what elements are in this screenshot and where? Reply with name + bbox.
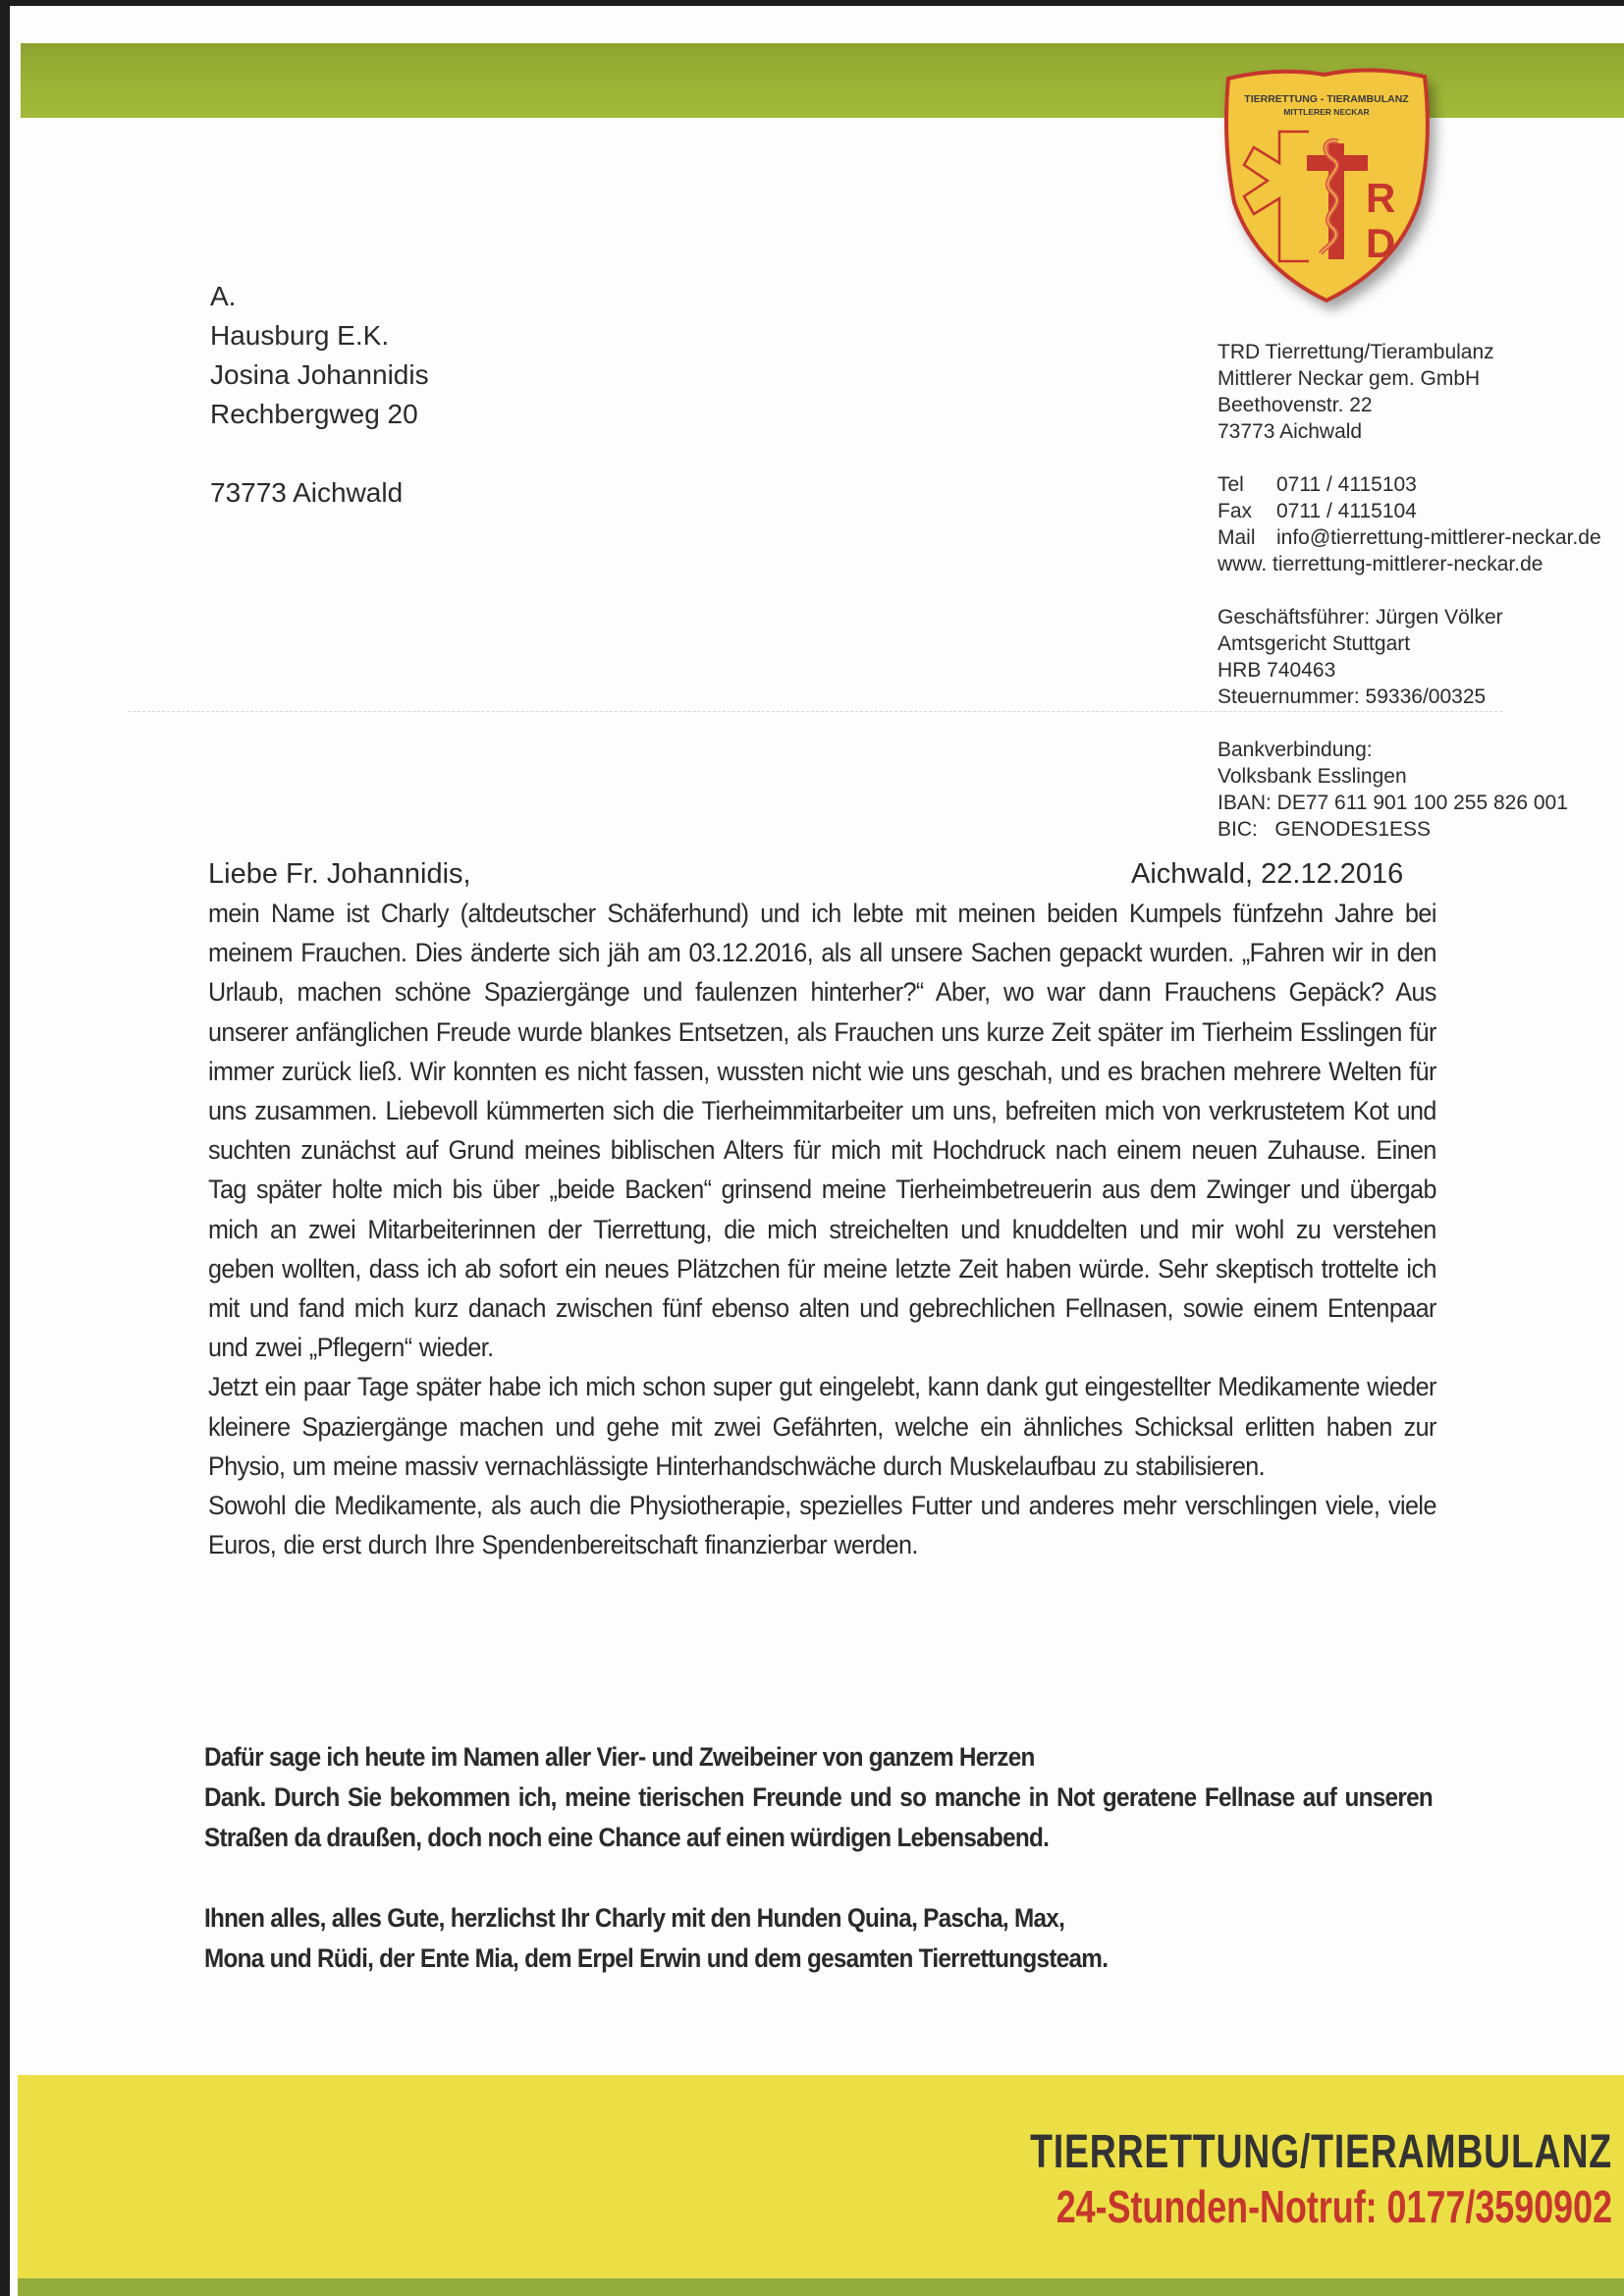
contact-tel: [1218, 471, 1601, 498]
greeting: Liebe Fr. Johannidis,: [208, 858, 471, 890]
body-paragraph: Sowohl die Medikamente, als auch die Physiotherapie, spezielles Futter und anderes mehr verschlingen viele, viele Euros, die erst durch Ihre Spendenbereitschaft finanzierbar werden.: [208, 1491, 1436, 1560]
recipient-street: Rechbergweg 20: [210, 399, 418, 429]
footer-title: TIERRETTUNG/TIERAMBULANZ: [1030, 2126, 1612, 2178]
body-paragraph: mein Name ist Charly (altdeutscher Schäferhund) und ich lebte mit meinen beiden Kumpels fünfzehn Jahre bei meinem Frauchen. Dies änderte sich jäh am 03.12.2016, als all unsere Sachen gepackt wurden. „Fahren wir in den Urlaub, machen schöne Spaziergänge und faulenzen hinterher?“ Aber, wo war dann Frauchens Gepäck? Aus unserer anfänglichen Freude wurde blankes Entsetzen, als Frauchen uns kurze Zeit später im Tierheim Esslingen für immer zurück ließ. Wir konnten es nicht fassen, wussten nicht wie uns geschah, und es brachen mehrere Welten für uns zusammen. Liebevoll kümmerten sich die Tierheimmitarbeiter um uns, befreiten mich von verkrustetem Kot und suchten zunächst auf Grund meines biblischen Alters für mich mit Hochdruck nach einem neuen Zuhause. Einen Tag später holte mich bis über „beide Backen“ grinsend meine Tierheimbetreuerin aus dem Zwinger und übergab mich an zwei Mitarbeiterinnen der Tierrettung, die mich streichelten und knuddelten und mir wohl zu verstehen geben wollten, dass ich ab sofort ein neues Plätzchen für meine letzte Zeit haben würde. Sehr skeptisch trottelte ich mit und fand mich kurz danach zwischen fünf ebenso alten und gebrechlichen Fellnasen, sowie einem Entenpaar und zwei „Pflegern“ wieder.: [208, 899, 1436, 1363]
scan-edge-left: [0, 0, 10, 2296]
contact-mail: [1218, 524, 1601, 551]
contact-value: 0711 / 4115103: [1276, 473, 1417, 496]
thanks-text: Dank. Durch Sie bekommen ich, meine tierischen Freunde und so manche in Not geratene Fellnase auf unseren Straßen da draußen, doch noch eine Chance auf einen würdigen Lebensabend.: [204, 1782, 1433, 1852]
sender-city: 73773 Aichwald: [1218, 420, 1363, 443]
letter-body: [208, 894, 1436, 1564]
closing-line: Ihnen alles, alles Gute, herzlichst Ihr Charly mit den Hunden Quina, Pascha, Max,: [204, 1903, 1065, 1933]
contact-label: Fax: [1218, 500, 1253, 522]
thanks-block: [204, 1737, 1433, 1979]
contact-label: Mail: [1218, 526, 1256, 549]
sender-hrb: HRB 740463: [1218, 659, 1336, 682]
fold-line: [128, 711, 1502, 712]
contact-label: Tel: [1218, 473, 1244, 496]
body-paragraph: Jetzt ein paar Tage später habe ich mich schon super gut eingelebt, kann dank gut eingestellter Medikamente wieder kleinere Spaziergänge machen und gehe mit zwei Gefährten, welche ein ähnliches Schicksal erlitten haben zur Physio, um meine massiv vernachlässigte Hinterhandschwäche durch Muskelaufbau zu stabilisieren.: [208, 1372, 1436, 1481]
svg-text:D: D: [1366, 220, 1396, 266]
sender-court: Amtsgericht Stuttgart: [1218, 632, 1411, 655]
footer-green-band: [18, 2278, 1624, 2296]
closing-line: Mona und Rüdi, der Ente Mia, dem Erpel Erwin und dem gesamten Tierrettungsteam.: [204, 1943, 1109, 1973]
sender-tax: Steuernummer: 59336/00325: [1218, 685, 1487, 708]
recipient-name: Josina Johannidis: [210, 359, 429, 390]
contact-value: 0711 / 4115104: [1276, 500, 1417, 522]
bank-heading: Bankverbindung:: [1218, 738, 1373, 761]
sender-org-line1: TRD Tierrettung/Tierambulanz: [1218, 341, 1494, 363]
sender-street: Beethovenstr. 22: [1218, 394, 1373, 416]
footer-hotline[interactable]: 24-Stunden-Notruf: 0177/3590902: [1056, 2181, 1612, 2232]
sender-ceo: Geschäftsführer: Jürgen Völker: [1218, 606, 1503, 629]
svg-text:MITTLERER NECKAR: MITTLERER NECKAR: [1283, 107, 1370, 117]
recipient-line: A.: [210, 281, 237, 311]
shield-logo-icon: [1222, 65, 1431, 306]
bank-name: Volksbank Esslingen: [1218, 765, 1407, 788]
recipient-company: Hausburg E.K.: [210, 320, 390, 351]
trd-logo: [1222, 65, 1431, 306]
contact-email-link[interactable]: info@tierrettung-mittlerer-neckar.de: [1276, 526, 1601, 549]
recipient-city: 73773 Aichwald: [210, 477, 404, 508]
website-link[interactable]: www. tierrettung-mittlerer-neckar.de: [1218, 553, 1543, 575]
sender-org-line2: Mittlerer Neckar gem. GmbH: [1218, 367, 1481, 390]
contact-fax: [1218, 498, 1601, 524]
svg-text:R: R: [1366, 175, 1396, 221]
sender-info: [1218, 339, 1601, 843]
thanks-line: Dafür sage ich heute im Namen aller Vier- und Zweibeiner von ganzem Herzen: [204, 1742, 1035, 1772]
bank-iban: IBAN: DE77 611 901 100 255 826 001: [1218, 792, 1568, 814]
recipient-address: [210, 277, 429, 513]
svg-text:TIERRETTUNG - TIERAMBULANZ: TIERRETTUNG - TIERAMBULANZ: [1244, 93, 1409, 105]
place-date: Aichwald, 22.12.2016: [1131, 858, 1404, 890]
bank-bic: BIC: GENODES1ESS: [1218, 818, 1432, 841]
